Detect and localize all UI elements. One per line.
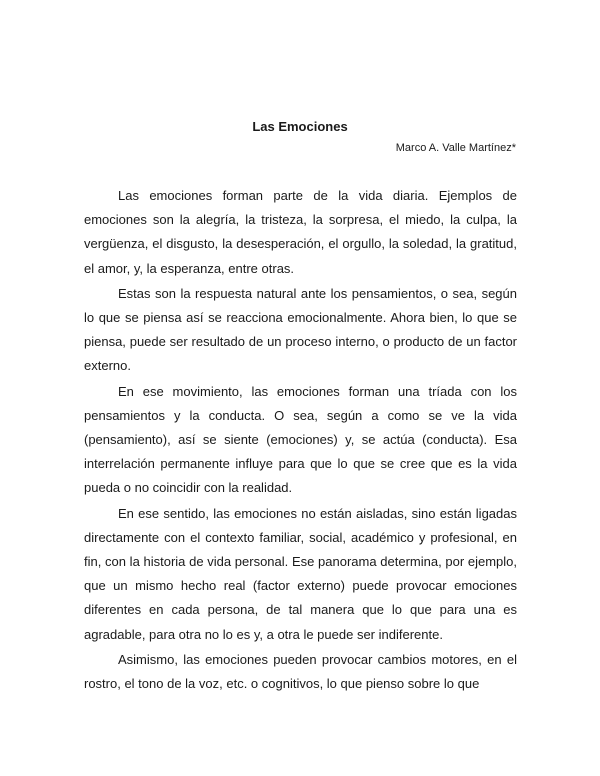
document-body [84,184,517,697]
paragraph-4: En ese sentido, las emociones no están aisladas, sino están ligadas directamente con el contexto familiar, social, académico y profesional, en fin, con la historia de vida personal. Ese panorama determina, por ejemplo, que un mismo hecho real (factor externo) puede provocar emociones diferentes en cada persona, de tal manera que lo que para una es agradable, para otra no lo es y, a otra le puede ser indiferente. [84,505,517,642]
author-name: Marco A. Valle Martínez* [395,142,516,154]
paragraph-2: Estas son la respuesta natural ante los pensamientos, o sea, según lo que se piensa así se reacciona emocionalmente. Ahora bien, lo que se piensa, puede ser resultado de un proceso interno, o producto de un factor externo. [84,285,517,374]
paragraph-5: Asimismo, las emociones pueden provocar cambios motores, en el rostro, el tono de la voz, etc. o cognitivos, lo que pienso sobre lo que [84,651,517,692]
document-title: Las Emociones [252,119,348,134]
paragraph-1: Las emociones forman parte de la vida diaria. Ejemplos de emociones son la alegría, la tristeza, la sorpresa, el miedo, la culpa, la vergüenza, el disgusto, la desesperación, el orgullo, la soledad, la gratitud, el amor, y, la esperanza, entre otras. [84,188,517,276]
paragraph-3: En ese movimiento, las emociones forman una tríada con los pensamientos y la conducta. O sea, según a como se ve la vida (pensamiento), así se siente (emociones) y, se actúa (conducta). Esa interrelación permanente influye para que lo que se cree que es la vida pueda o no coincidir con la realidad. [84,383,517,496]
